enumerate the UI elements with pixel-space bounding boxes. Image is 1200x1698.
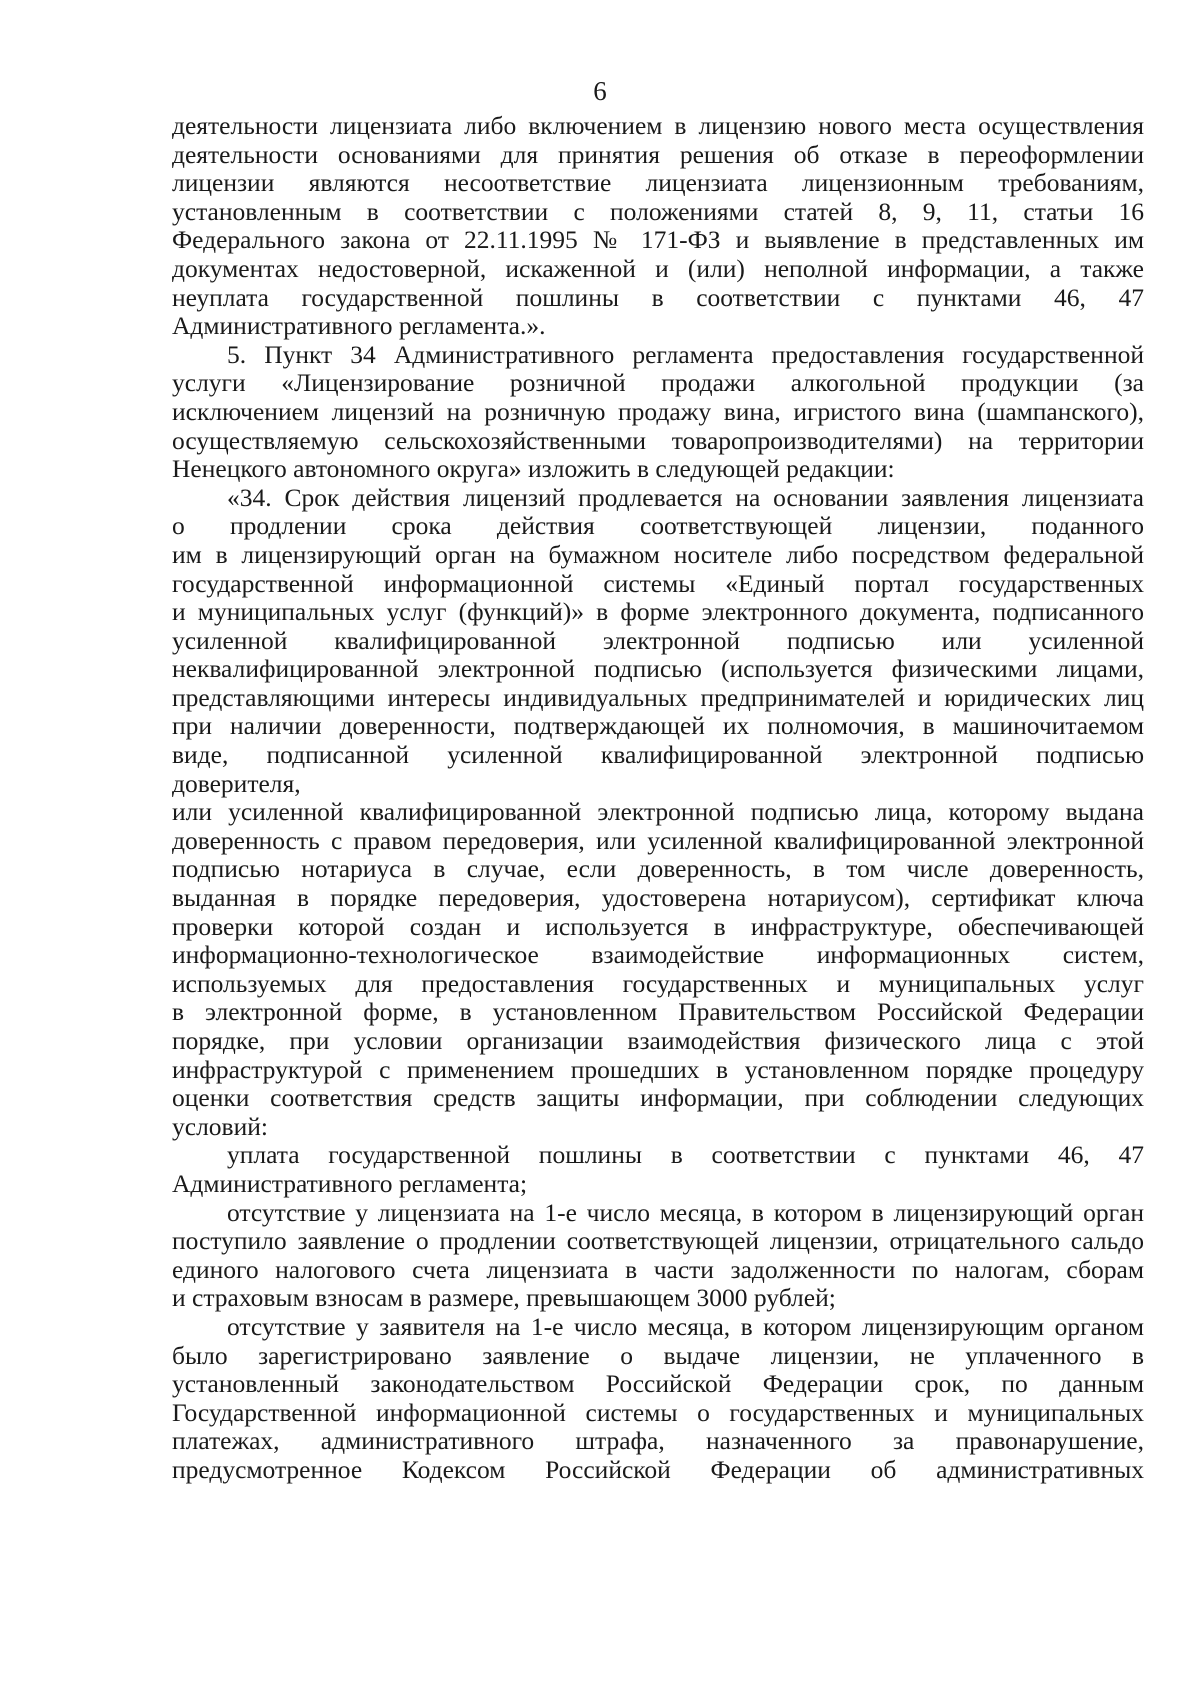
- text-line: неуплата государственной пошлины в соответствии с пунктами 46, 47: [172, 282, 1144, 312]
- text-line: исключением лицензий на розничную продажу вина, игристого вина (шампанского),: [172, 396, 1144, 426]
- text-line: государственной информационной системы «Единый портал государственных: [172, 568, 1144, 598]
- text-line: 5. Пункт 34 Административного регламента предоставления государственной: [227, 339, 1144, 369]
- text-line: отсутствие у лицензиата на 1-е число месяца, в котором в лицензирующий орган: [227, 1197, 1144, 1227]
- text-line: Ненецкого автономного округа» изложить в следующей редакции:: [172, 454, 895, 484]
- text-line: деятельности основаниями для принятия решения об отказе в переоформлении: [172, 139, 1144, 169]
- text-line: Федерального закона от 22.11.1995 № 171-ФЗ и выявление в представленных им: [172, 225, 1144, 255]
- text-line: доверенность с правом передоверия, или усиленной квалифицированной электронной: [172, 825, 1144, 855]
- text-line: было зарегистрировано заявление о выдаче лицензии, не уплаченного в: [172, 1340, 1144, 1370]
- text-line: представляющими интересы индивидуальных предпринимателей и юридических лиц: [172, 682, 1144, 712]
- text-line: о продлении срока действия соответствующей лицензии, поданного: [172, 511, 1144, 541]
- text-line: Государственной информационной системы о государственных и муниципальных: [172, 1397, 1144, 1427]
- text-line: им в лицензирующий орган на бумажном носителе либо посредством федеральной: [172, 539, 1144, 569]
- text-line: документах недостоверной, искаженной и (или) неполной информации, а также: [172, 253, 1144, 283]
- document-body: [172, 112, 1144, 1485]
- text-line: выданная в порядке передоверия, удостоверена нотариусом), сертификат ключа: [172, 883, 1144, 913]
- text-line: неквалифицированной электронной подписью (используется физическими лицами,: [172, 654, 1144, 684]
- text-line: единого налогового счета лицензиата в части задолженности по налогам, сборам: [172, 1254, 1144, 1284]
- text-line: предусмотренное Кодексом Российской Федерации об административных: [172, 1454, 1144, 1484]
- text-line: Административного регламента;: [172, 1168, 528, 1198]
- text-line: отсутствие у заявителя на 1-е число месяца, в котором лицензирующим органом: [227, 1311, 1144, 1341]
- text-line: поступило заявление о продлении соответствующей лицензии, отрицательного сальдо: [172, 1226, 1144, 1256]
- text-line: Административного регламента.».: [172, 311, 546, 341]
- text-line: уплата государственной пошлины в соответствии с пунктами 46, 47: [227, 1140, 1144, 1170]
- text-line: порядке, при условии организации взаимодействия физического лица с этой: [172, 1026, 1144, 1055]
- text-line: осуществляемую сельскохозяйственными товаропроизводителями) на территории: [172, 425, 1144, 455]
- text-line: виде, подписанной усиленной квалифицированной электронной подписью: [172, 740, 1144, 770]
- text-line: и муниципальных услуг (функций)» в форме электронного документа, подписанного: [172, 597, 1144, 627]
- text-line: оценки соответствия средств защиты информации, при соблюдении следующих: [172, 1083, 1144, 1113]
- text-line: используемых для предоставления государственных и муниципальных услуг: [172, 968, 1144, 998]
- text-line: деятельности лицензиата либо включением в лицензию нового места осуществления: [172, 111, 1144, 140]
- text-line: лицензии являются несоответствие лицензиата лицензионным требованиям,: [172, 168, 1144, 198]
- text-line: при наличии доверенности, подтверждающей их полномочия, в машиночитаемом: [172, 711, 1144, 741]
- text-line: инфраструктурой с применением прошедших в установленном порядке процедуру: [172, 1054, 1144, 1084]
- text-line: условий:: [172, 1111, 268, 1141]
- text-line: проверки которой создан и используется в инфраструктуре, обеспечивающей: [172, 911, 1144, 941]
- text-line: и страховым взносам в размере, превышающем 3000 рублей;: [172, 1283, 836, 1313]
- text-line: установленным в соответствии с положениями статей 8, 9, 11, статьи 16: [172, 196, 1144, 226]
- text-line: подписью нотариуса в случае, если доверенность, в том числе доверенность,: [172, 854, 1144, 884]
- text-line: информационно-технологическое взаимодействие информационных систем,: [172, 940, 1144, 970]
- page-number: 6: [593, 76, 607, 106]
- text-line: установленный законодательством Российской Федерации срок, по данным: [172, 1369, 1144, 1399]
- text-line: доверителя,: [172, 768, 301, 798]
- text-line: платежах, административного штрафа, назначенного за правонарушение,: [172, 1426, 1144, 1456]
- text-line: «34. Срок действия лицензий продлевается на основании заявления лицензиата: [227, 482, 1144, 512]
- text-line: в электронной форме, в установленном Правительством Российской Федерации: [172, 997, 1144, 1027]
- text-line: или усиленной квалифицированной электронной подписью лица, которому выдана: [172, 797, 1144, 827]
- text-line: усиленной квалифицированной электронной подписью или усиленной: [172, 625, 1144, 655]
- text-line: услуги «Лицензирование розничной продажи алкогольной продукции (за: [172, 368, 1144, 398]
